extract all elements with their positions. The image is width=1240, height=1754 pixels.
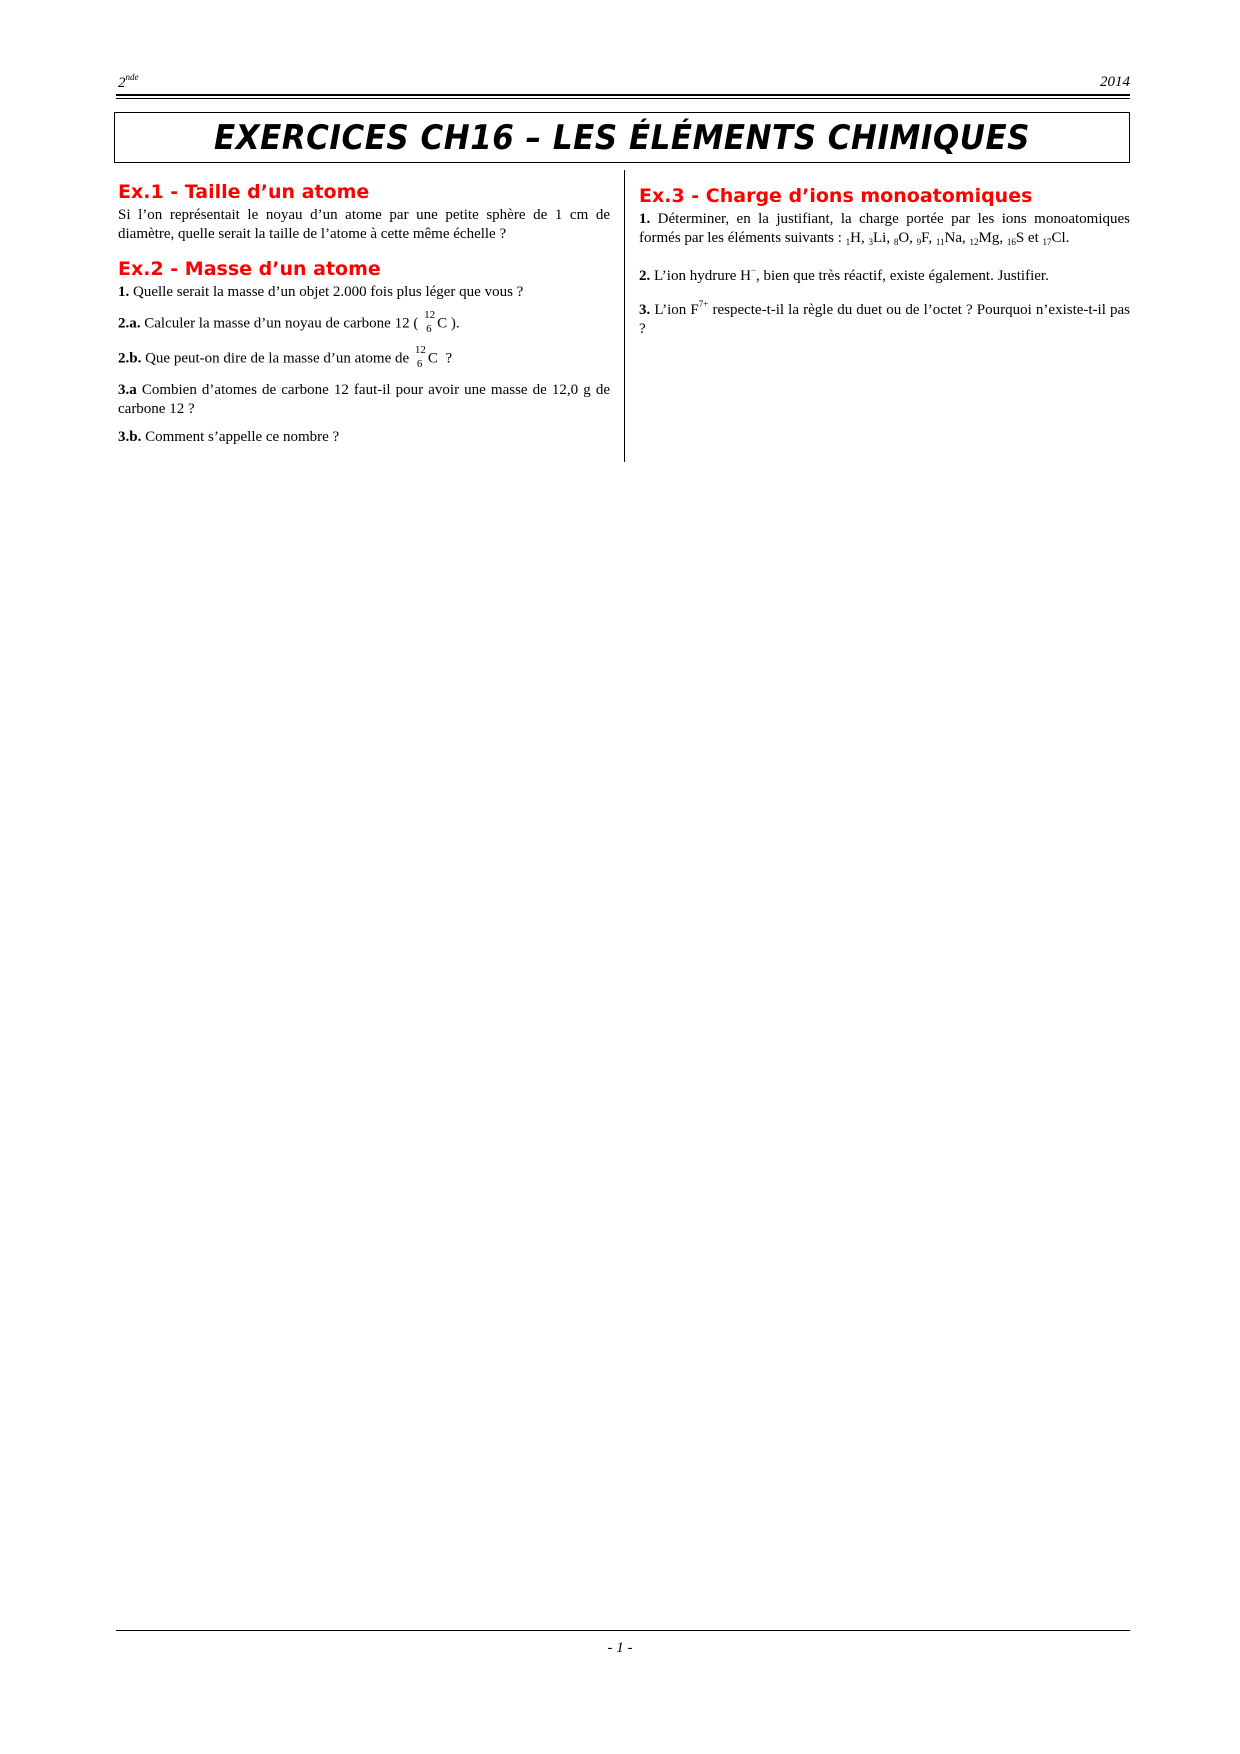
element-h: $_1$H,	[845, 230, 869, 247]
header-rule-thick	[116, 94, 1130, 96]
ex2-question-1: 1. Quelle serait la masse d’un objet 2.000 fois plus léger que vous ?	[118, 284, 524, 300]
element-f: $_9$F,	[916, 230, 936, 247]
page-number: - 1 -	[607, 1640, 633, 1656]
ex2-question-2b: 2.b. Que peut-on dire de la masse d’un atome de 12 6 C ?	[118, 344, 453, 370]
element-mg: $_{12}$Mg,	[969, 230, 1007, 247]
carbon-12-nuclide: 12 6	[414, 344, 426, 370]
footer-rule	[116, 1630, 1130, 1631]
ex3-heading: Ex.3 - Charge d’ions monoatomiques	[639, 185, 1033, 207]
element-na: $_{11}$Na,	[935, 230, 970, 247]
ex3-question-2: 2. L’ion hydrure H−, bien que très réactif, existe également. Justifier.	[639, 265, 1049, 284]
element-s: $_{16}$S et	[1006, 230, 1043, 247]
header-rule-thin	[116, 98, 1130, 99]
ex2-question-3a: 3.a Combien d’atomes de carbone 12 faut-il pour avoir une masse de 12,0 g de carbone 12 ?	[118, 382, 611, 417]
ex1-text: Si l’on représentait le noyau d’un atome par une petite sphère de 1 cm de diamètre, quelle serait la taille de l’atome à cette même échelle ?	[118, 207, 610, 242]
carbon-12-nuclide: 12 6	[424, 309, 436, 335]
header-level: 2nde	[118, 72, 139, 91]
header-year: 2014	[1100, 74, 1130, 90]
ex2-heading: Ex.2 - Masse d’un atome	[118, 258, 381, 280]
title-box	[114, 112, 1130, 163]
column-divider	[624, 170, 625, 462]
right-column	[639, 184, 1130, 348]
ex1-heading: Ex.1 - Taille d’un atome	[118, 181, 370, 203]
element-list	[846, 230, 1070, 246]
element-cl: $_{17}$Cl.	[1042, 230, 1070, 247]
ex2-question-3b: 3.b. Comment s’appelle ce nombre ?	[118, 429, 340, 445]
ex3-question-3: 3. L’ion $F^{7+}$ respecte-t-il la règle du duet ou de l’octet ? Pourquoi n’existe-t-il pas ?	[639, 299, 1130, 337]
element-li: $_3$Li,	[868, 230, 894, 247]
ex3-question-1: 1. Déterminer, en la justifiant, la charge portée par les ions monoatomiques formés par les éléments suivants : $_1$H, $_3$Li, $_8$O, $_9$F, $_{11}$Na, $_{12}$Mg, $_{16}$S et $_{17}$Cl.	[639, 211, 1130, 247]
element-o: $_8$O,	[893, 230, 917, 247]
ex2-question-2a: 2.a. Calculer la masse d’un noyau de carbone 12 ( 12 6 C ).	[118, 309, 460, 335]
left-column	[118, 180, 610, 456]
page-title: EXERCICES CH16 – LES ÉLÉMENTS CHIMIQUES	[214, 118, 1030, 158]
